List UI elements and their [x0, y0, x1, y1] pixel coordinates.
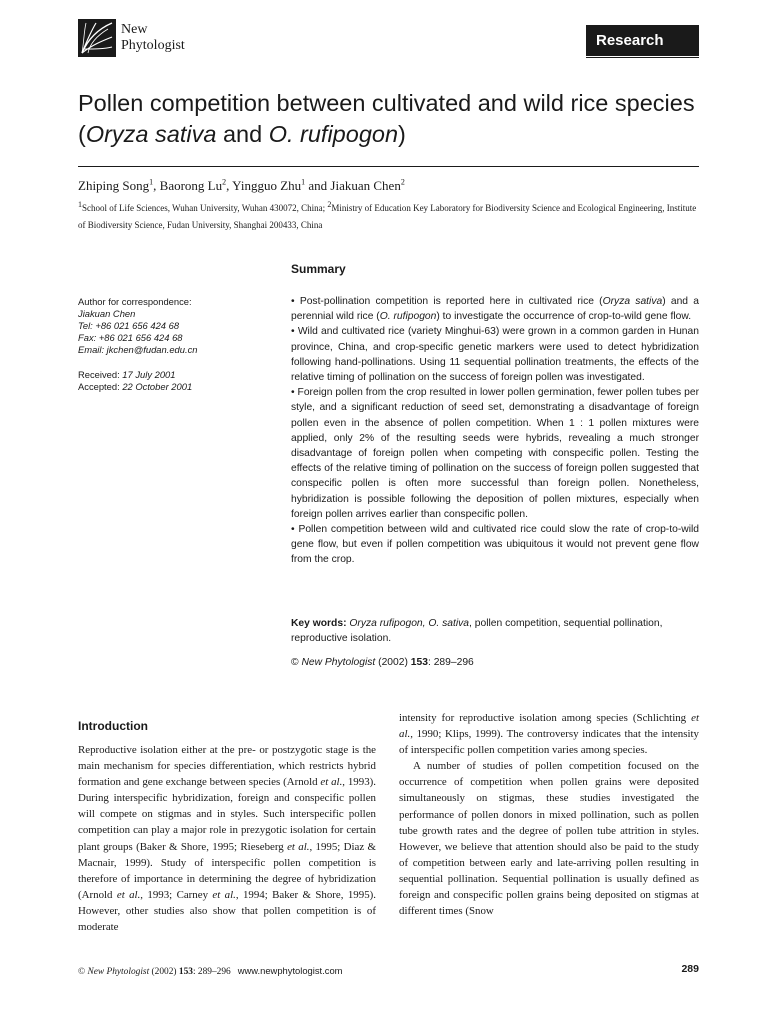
received-date: Received: 17 July 2001 [78, 369, 176, 380]
introduction-heading: Introduction [78, 719, 148, 733]
journal-logo [78, 19, 116, 57]
journal-website-link[interactable]: www.newphytologist.com [237, 965, 343, 976]
summary-heading: Summary [291, 262, 346, 276]
summary-point: • Wild and cultivated rice (variety Minghui-63) were grown in a common garden in Hunan province, China, and crop-specific genetic markers were used to detect hybridization following hand-pollinations. Using 11 sequential pollination treatments, the effects of the relative timing of pollination on the success of foreign pollen was investigated. [291, 326, 699, 384]
leaf-logo-icon [78, 19, 116, 57]
accepted-date: Accepted: 22 October 2001 [78, 381, 193, 392]
body-column-left [78, 742, 376, 935]
correspondence-block [78, 296, 278, 393]
body-paragraph: Reproductive isolation either at the pre- or postzygotic stage is the main mechanism for species differentiation, which restricts hybrid formation and gene exchange between species (Arnold et al., 1993). During interspecific hybridization, foreign and conspecific pollen will compete on stigmas and in styles. Such interspecific pollen competition can play a major role in prezygotic isolation for certain plant groups (Baker & Shore, 1995; Rieseberg et al., 1995; Diaz & Macnair, 1999). Study of interspecific pollen competition is therefore of importance in determining the degree of hybridization (Arnold et al., 1993; Carney et al., 1994; Baker & Shore, 1995). However, other studies also show that pollen competition is of moderate [78, 744, 376, 934]
page-number: 289 [681, 963, 699, 975]
summary-point: • Pollen competition between wild and cultivated rice could slow the rate of crop-to-wild gene flow, but even if pollen competition was ubiquitous it would not prevent gene flow from the crop. [291, 524, 699, 566]
body-column-right [399, 710, 699, 919]
correspondence-label: Author for correspondence: [78, 296, 192, 307]
correspondence-email[interactable]: Email: jkchen@fudan.edu.cn [78, 344, 198, 355]
header-rule [586, 57, 699, 58]
article-title: Pollen competition between cultivated and wild rice species (Oryza sativa and O. rufipogon) [78, 90, 695, 147]
page-footer: © New Phytologist (2002) 153: 289–296 www.newphytologist.com [78, 965, 343, 977]
summary-point: • Foreign pollen from the crop resulted in lower pollen germination, fewer pollen tubes per style, and a significant reduction of seed set, demonstrating a disadvantage of foreign pollen even in the absence of pollen competition. When 1 : 1 pollen mixtures were applied, only 2% of the resulting seeds were hybrids, revealing a much stronger disadvantage of foreign pollen when competing with conspecific pollen. Testing the effects of the relative timing of pollination on the success of foreign pollen suggested that conspecific pollen is often more successful than foreign pollen. Nonetheless, hybridization is possible following the deposition of pollen mixtures, especially when foreign pollen arrives earlier than conspecific pollen. [291, 387, 699, 520]
citation-line: © New Phytologist (2002) 153: 289–296 [291, 657, 474, 668]
journal-name: New Phytologist [121, 22, 185, 53]
summary-text [291, 294, 699, 568]
summary-point: • Post-pollination competition is reported here in cultivated rice (Oryza sativa) and a perennial wild rice (O. rufipogon) to investigate the occurrence of crop-to-wild gene flow. [291, 296, 699, 323]
correspondence-name: Jiakuan Chen [78, 308, 136, 319]
body-paragraph: intensity for reproductive isolation among species (Schlichting et al., 1990; Klips, 1999). The controversy indicates that the intensity of interspecific pollen competition varies among species. [399, 712, 699, 757]
affiliations: $^1$School of Life Sciences, Wuhan University, Wuhan 430072, China; $^2$Ministry of Education Key Laboratory for Biodiversity Science and Ecological Engineering, Institute of Biodiversity Science, Fudan University, Shanghai 200433, China [78, 200, 697, 230]
author-list: Zhiping Song$^1$, Baorong Lu$^2$, Yingguo Zhu$^1$ and Jiakuan Chen$^2$ [78, 177, 405, 193]
correspondence-tel: Tel: +86 021 656 424 68 [78, 320, 180, 331]
title-rule [78, 166, 699, 167]
correspondence-fax: Fax: +86 021 656 424 68 [78, 332, 183, 343]
keywords: Key words: Oryza rufipogon, O. sativa, pollen competition, sequential pollination, reproductive isolation. [291, 618, 663, 645]
body-paragraph: A number of studies of pollen competition focused on the occurrence of competition when pollen grains were deposited simultaneously on stigmas, these studies investigated the performance of pollen donors in mixed pollination, such as pollen tube growth rates and the degree of pollen tube attrition in styles. However, we believe that attention should also be paid to the study of competition between early and late-arriving pollen resulting in sequential pollination. Sequential pollination is usually defined as foreign and conspecific pollen grains being deposited on stigmas at different times (Snow [399, 760, 699, 918]
section-label: Research [586, 25, 699, 56]
